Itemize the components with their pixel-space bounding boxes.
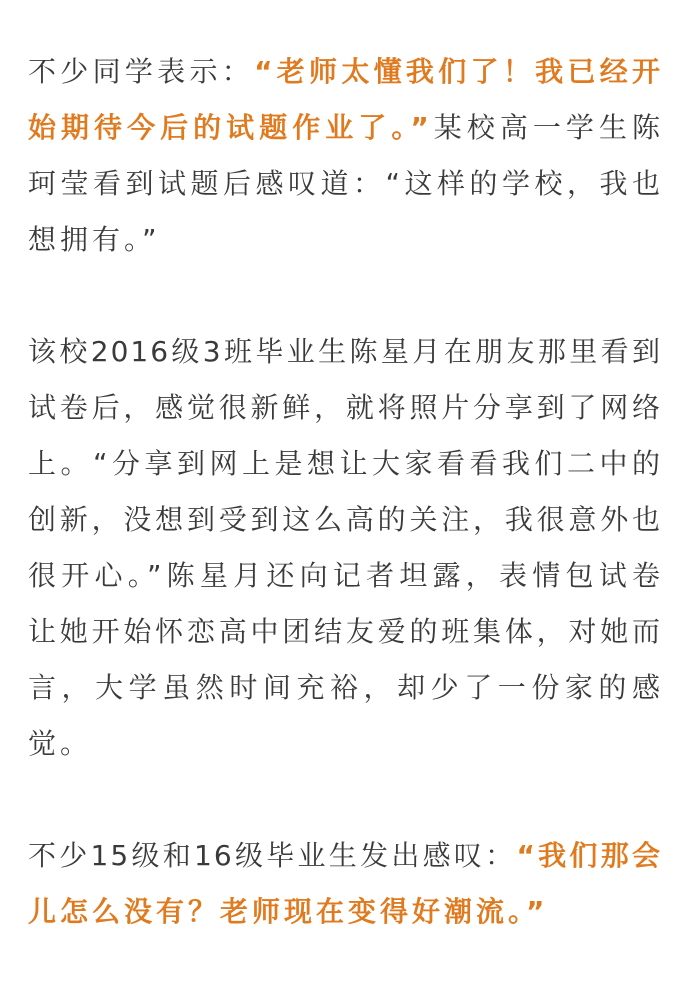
text-line [28,492,662,548]
body-text: 上。“分享到网上是想让大家看看我们二中的 [28,447,662,480]
text-line [28,884,662,940]
body-text: 想拥有。” [28,223,161,256]
text-line [28,44,662,100]
article-paragraph [28,324,662,772]
text-line [28,604,662,660]
body-text: 很开心。”陈星月还向记者坦露，表情包试卷 [28,559,662,592]
article-paragraph [28,828,662,940]
text-line [28,660,662,716]
text-line [28,828,662,884]
highlighted-quote: 始期待今后的试题作业了。” [28,111,431,144]
body-text: 不少15级和16级毕业生发出感叹： [28,839,517,872]
body-text: 让她开始怀恋高中团结友爱的班集体，对她而 [28,615,662,648]
body-text: 珂莹看到试题后感叹道：“这样的学校，我也 [28,167,662,200]
text-line [28,436,662,492]
body-text: 试卷后，感觉很新鲜，就将照片分享到了网络 [28,391,662,424]
text-line [28,380,662,436]
text-line [28,548,662,604]
body-text: 觉。 [28,727,93,760]
body-text: 不少同学表示： [28,55,255,88]
text-line [28,324,662,380]
body-text: 该校2016级3班毕业生陈星月在朋友那里看到 [28,335,662,368]
text-line [28,100,662,156]
article-paragraph [28,44,662,268]
text-line [28,156,662,212]
highlighted-quote: 儿怎么没有？老师现在变得好潮流。” [28,895,549,928]
body-text: 创新，没想到受到这么高的关注，我很意外也 [28,503,662,536]
text-line [28,212,662,268]
article-body [28,44,662,996]
highlighted-quote: “老师太懂我们了！我已经开 [254,55,662,88]
body-text: 某校高一学生陈 [430,111,662,144]
body-text: 言，大学虽然时间充裕，却少了一份家的感 [28,671,662,704]
text-line [28,716,662,772]
highlighted-quote: “我们那会 [516,839,662,872]
